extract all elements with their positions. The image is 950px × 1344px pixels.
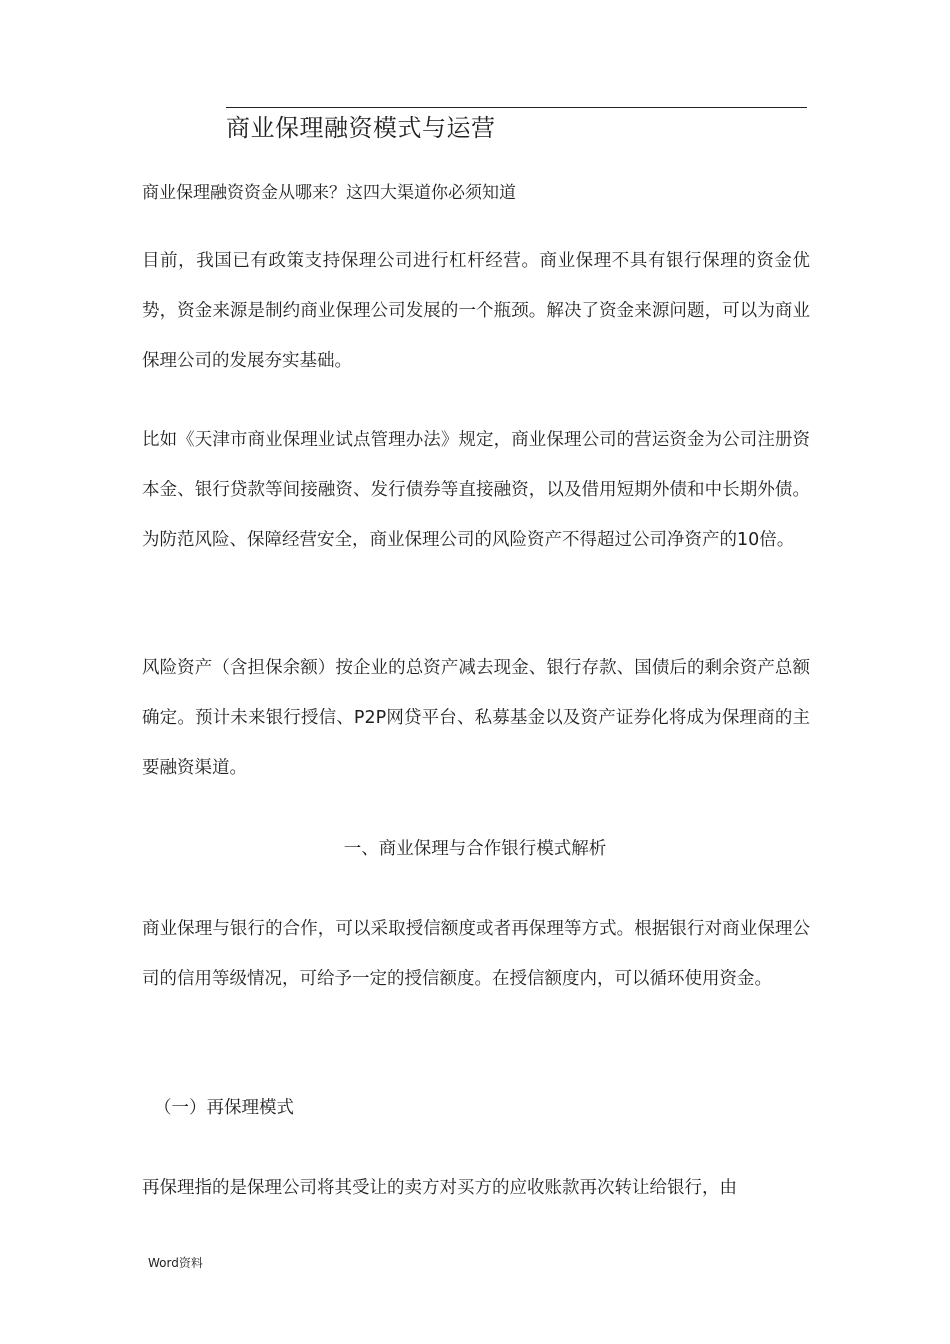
document-title: 商业保理融资模式与运营 [226,114,496,142]
header-rule [226,107,807,108]
paragraph-bank-cooperation: 商业保理与银行的合作，可以采取授信额度或者再保理等方式。根据银行对商业保理公司的信用等级情况，可给予一定的授信额度。在授信额度内，可以循环使用资金。 [142,919,810,989]
page-footer-label: Word资料 [148,1256,203,1270]
paragraph-intro: 目前，我国已有政策支持保理公司进行杠杆经营。商业保理不具有银行保理的资金优势，资金来源是制约商业保理公司发展的一个瓶颈。解决了资金来源问题，可以为商业保理公司的发展夯实基础。 [142,251,810,371]
paragraph-refactoring: 再保理指的是保理公司将其受让的卖方对买方的应收账款再次转让给银行，由 [142,1178,737,1198]
paragraph-tianjin-regulation: 比如《天津市商业保理业试点管理办法》规定，商业保理公司的营运资金为公司注册资本金、银行贷款等间接融资、发行债券等直接融资，以及借用短期外债和中长期外债。为防范风险、保障经营安全，商业保理公司的风险资产不得超过公司净资产的10倍。 [142,430,810,550]
sub-heading-refactoring: （一）再保理模式 [154,1098,294,1118]
document-subtitle: 商业保理融资资金从哪来？这四大渠道你必须知道 [142,183,516,203]
section-heading: 一、商业保理与合作银行模式解析 [343,839,607,859]
paragraph-risk-assets: 风险资产（含担保余额）按企业的总资产减去现金、银行存款、国债后的剩余资产总额确定。预计未来银行授信、P2P网贷平台、私募基金以及资产证券化将成为保理商的主要融资渠道。 [142,658,810,778]
